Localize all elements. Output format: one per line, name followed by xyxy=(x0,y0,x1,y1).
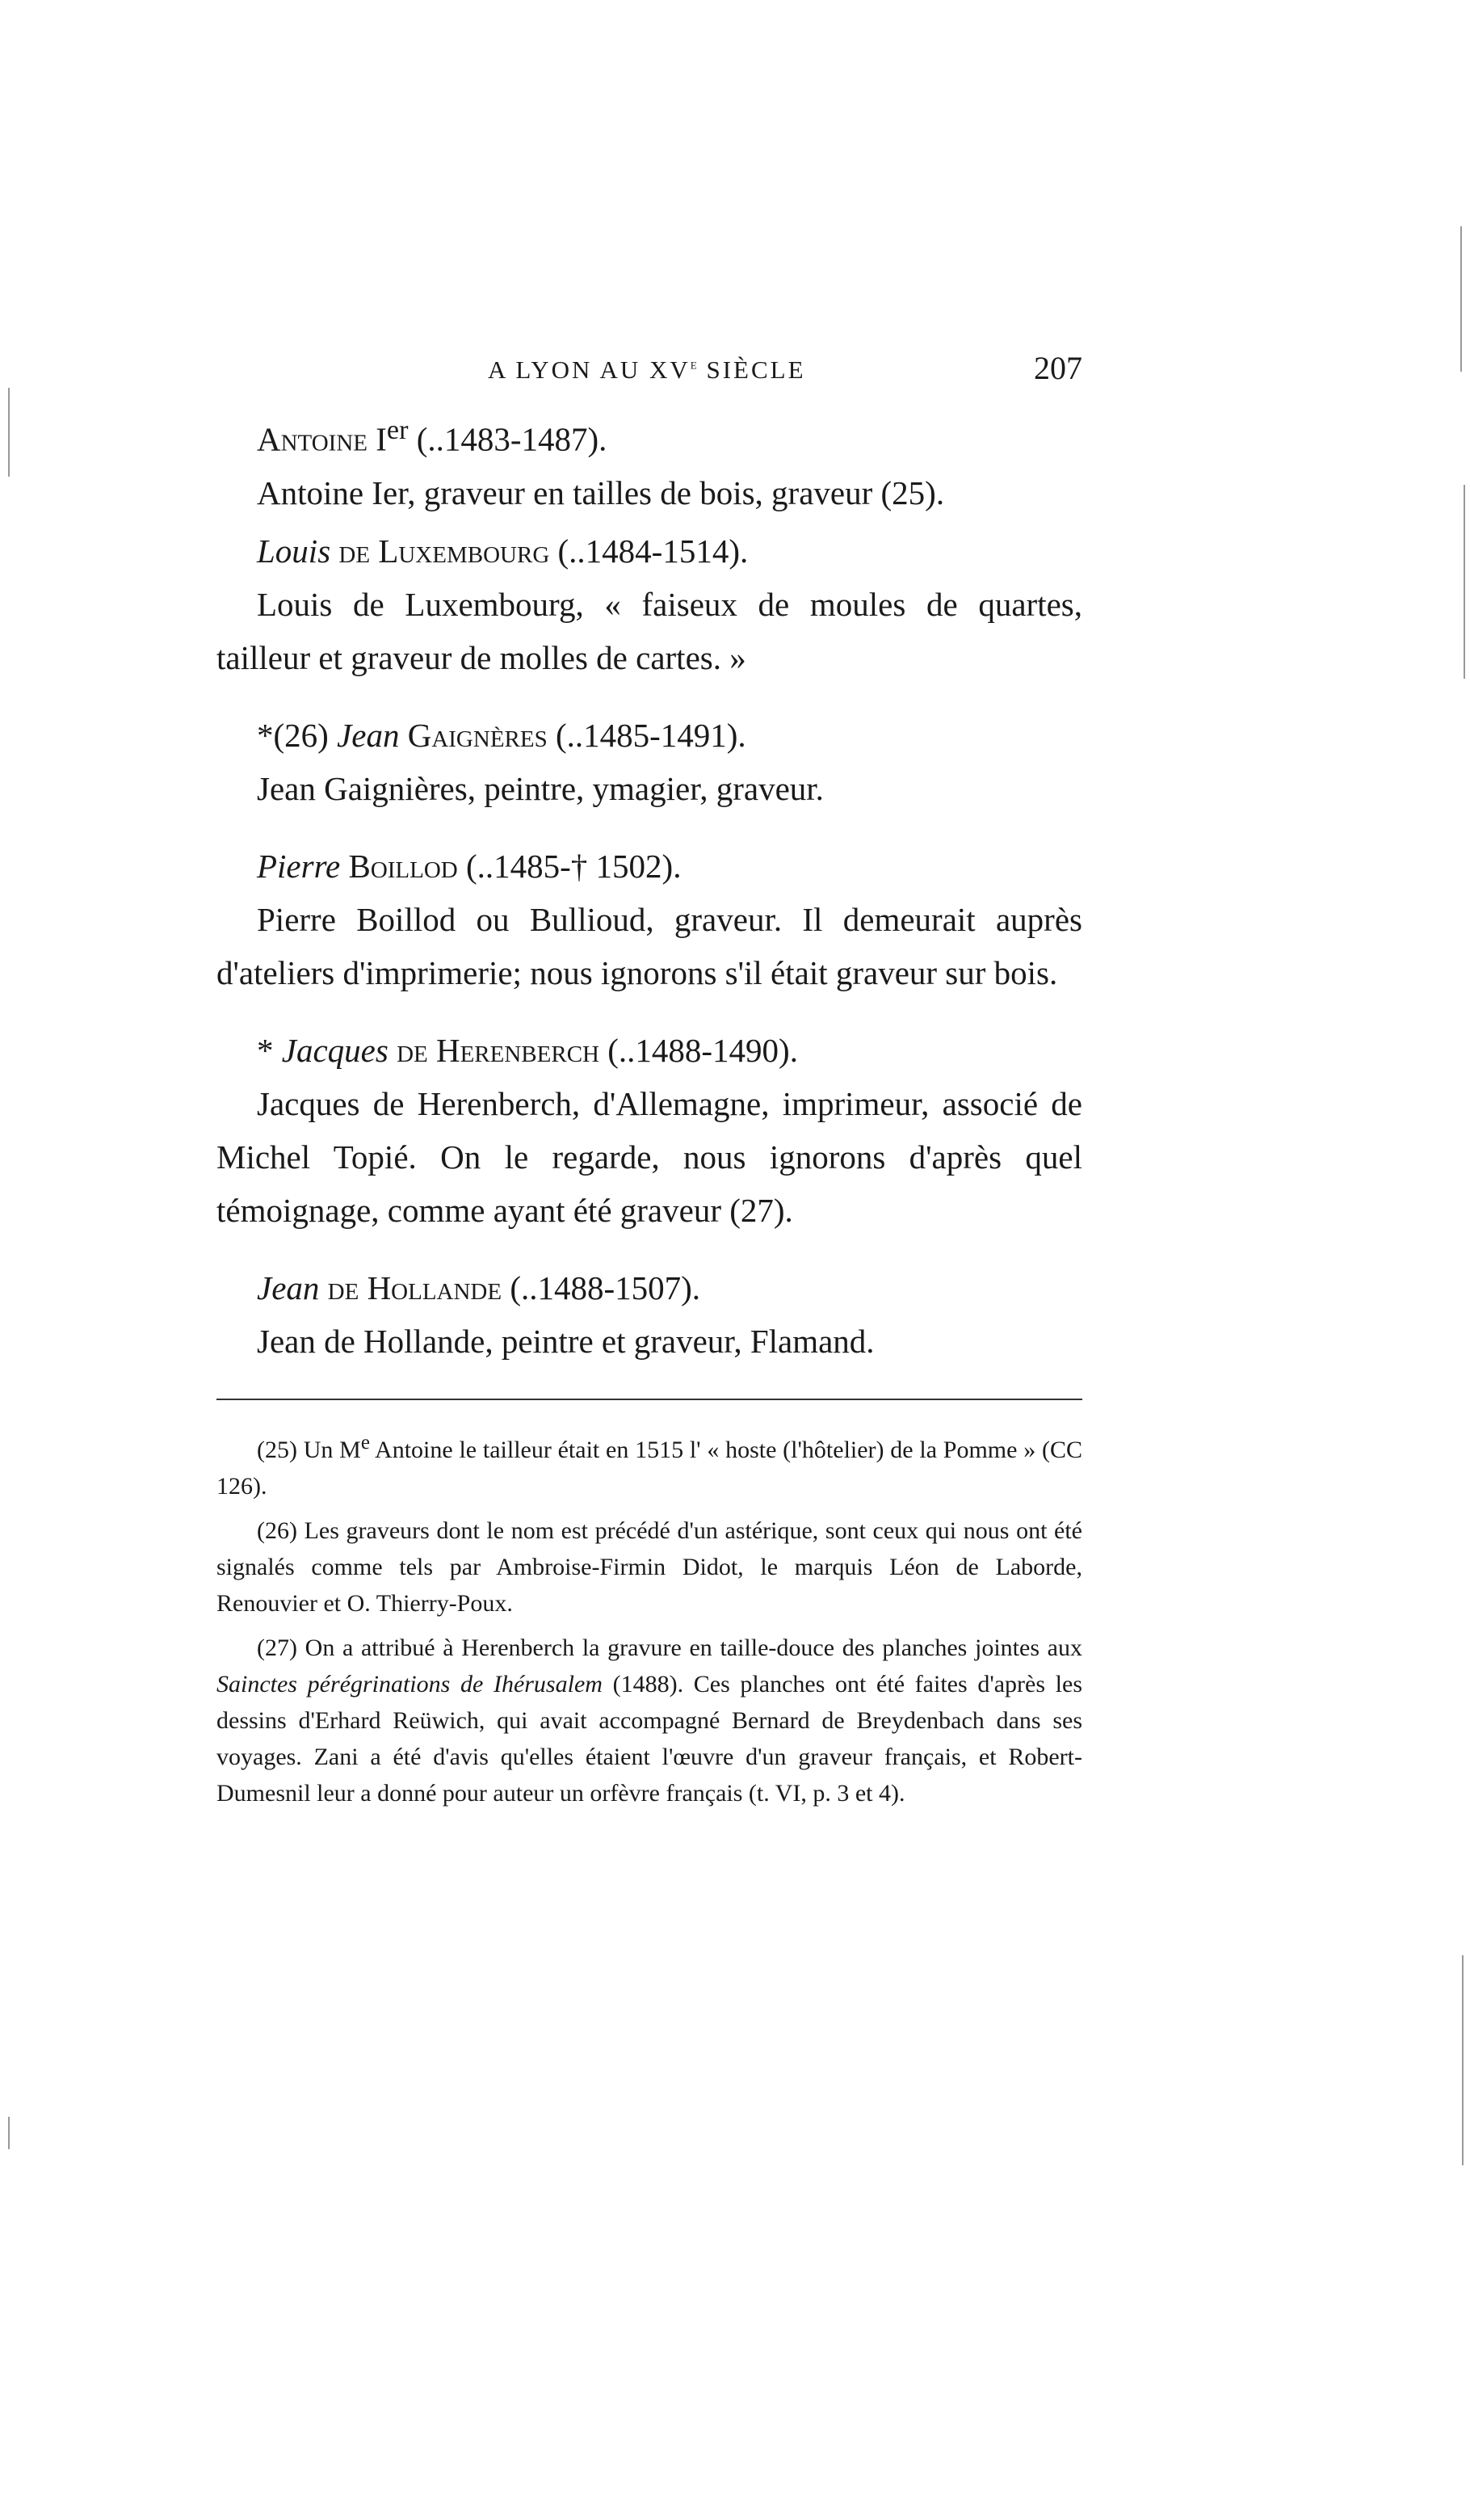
text-run: e xyxy=(360,1431,370,1454)
entry-body: Louis de Luxembourg, « faiseux de moules de quartes, tailleur et graveur de molles de cartes. » xyxy=(216,585,1082,676)
text-run: Louis xyxy=(257,532,331,570)
text-run: Antoine le tailleur était en 1515 l' « hoste (l'hôtelier) de la Pomme » (CC 126). xyxy=(216,1436,1082,1500)
text-run: Gaignères xyxy=(399,716,548,754)
entry-heading xyxy=(216,709,1082,762)
running-title-sup: e xyxy=(690,355,698,372)
scan-edge-mark xyxy=(8,388,10,477)
text-run: (27) On a attribué à Herenberch la gravure en taille-douce des planches jointes aux xyxy=(257,1634,1082,1661)
entry xyxy=(216,524,1082,684)
scan-edge-mark xyxy=(1464,485,1465,679)
entry xyxy=(216,839,1082,999)
footnote xyxy=(216,1630,1082,1811)
page-number: 207 xyxy=(1034,350,1082,386)
scan-edge-mark xyxy=(8,2117,10,2149)
running-title xyxy=(488,355,806,385)
running-header xyxy=(216,339,1082,404)
footnote xyxy=(216,1512,1082,1622)
text-run: Antoine xyxy=(257,420,368,458)
entry xyxy=(216,404,1082,520)
entry-body: Jacques de Herenberch, d'Allemagne, imprimeur, associé de Michel Topié. On le regarde, nous ignorons d'après quel témoignage, comme ayant été graveur (27). xyxy=(216,1084,1082,1229)
entry xyxy=(216,709,1082,815)
text-run: (..1488-1490). xyxy=(598,1031,798,1069)
footnotes xyxy=(216,1424,1082,1811)
text-run: (..1488-1507). xyxy=(502,1268,701,1306)
text-run: (1488). Ces planches ont été faites d'après les dessins d'Erhard Reüwich, qui avait accompagné Bernard de Breydenbach dans ses voyages. Zani a été d'avis qu'elles étaient l'œuvre d'un graveur français, et Robert-Dumesnil leur a donné pour auteur un orfèvre français (t. VI, p. 3 et 4). xyxy=(216,1670,1083,1807)
text-run: (..1485-1491). xyxy=(547,716,746,754)
text-run: Pierre xyxy=(257,847,341,885)
scan-edge-mark xyxy=(1460,226,1462,372)
text-run: de Hollande xyxy=(319,1268,502,1306)
text-run: Jacques xyxy=(281,1031,388,1069)
entry-heading xyxy=(216,404,1082,466)
text-run: Jean xyxy=(257,1268,320,1306)
footnote-divider xyxy=(216,1399,1082,1400)
running-title-prefix: A LYON AU XV xyxy=(488,355,691,384)
entry-body: Jean Gaignières, peintre, ymagier, graveur. xyxy=(257,769,824,807)
running-title-suffix: SIÈCLE xyxy=(697,355,806,384)
text-run: I xyxy=(368,420,387,458)
text-run: (..1485-† 1502). xyxy=(457,847,682,885)
text-run: (26) Les graveurs dont le nom est précédé d'un astérique, sont ceux qui nous ont été signalés comme tels par Ambroise-Firmin Didot, le marquis Léon de Laborde, Renouvier et O. Thierry-Poux. xyxy=(216,1517,1082,1617)
entry xyxy=(216,1024,1082,1237)
entry-heading xyxy=(216,524,1082,578)
text-run: er xyxy=(386,415,409,445)
entry-body: Pierre Boillod ou Bullioud, graveur. Il demeurait auprès d'ateliers d'imprimerie; nous ignorons s'il était graveur sur bois. xyxy=(216,900,1082,991)
text-run: * xyxy=(257,1031,282,1069)
entry-body: Jean de Hollande, peintre et graveur, Flamand. xyxy=(257,1322,875,1360)
text-run: *(26) xyxy=(257,716,338,754)
text-run: Sainctes pérégrinations de Ihérusalem xyxy=(216,1670,603,1698)
entry-heading xyxy=(216,1024,1082,1077)
entry-heading xyxy=(216,1261,1082,1315)
text-run: Boillod xyxy=(340,847,458,885)
scan-edge-mark xyxy=(1462,1955,1464,2165)
text-run: de Herenberch xyxy=(388,1031,599,1069)
entry xyxy=(216,1261,1082,1368)
entries-list xyxy=(216,404,1082,1368)
footnote xyxy=(216,1424,1082,1504)
text-run: Jean xyxy=(337,716,400,754)
book-page xyxy=(216,339,1082,1820)
text-run: de Luxembourg xyxy=(330,532,550,570)
text-run: (25) Un M xyxy=(257,1436,361,1463)
text-run: (..1483-1487). xyxy=(408,420,607,458)
entry-body: Antoine Ier, graveur en tailles de bois, graveur (25). xyxy=(257,473,945,511)
entry-heading xyxy=(216,839,1082,893)
text-run: (..1484-1514). xyxy=(549,532,749,570)
